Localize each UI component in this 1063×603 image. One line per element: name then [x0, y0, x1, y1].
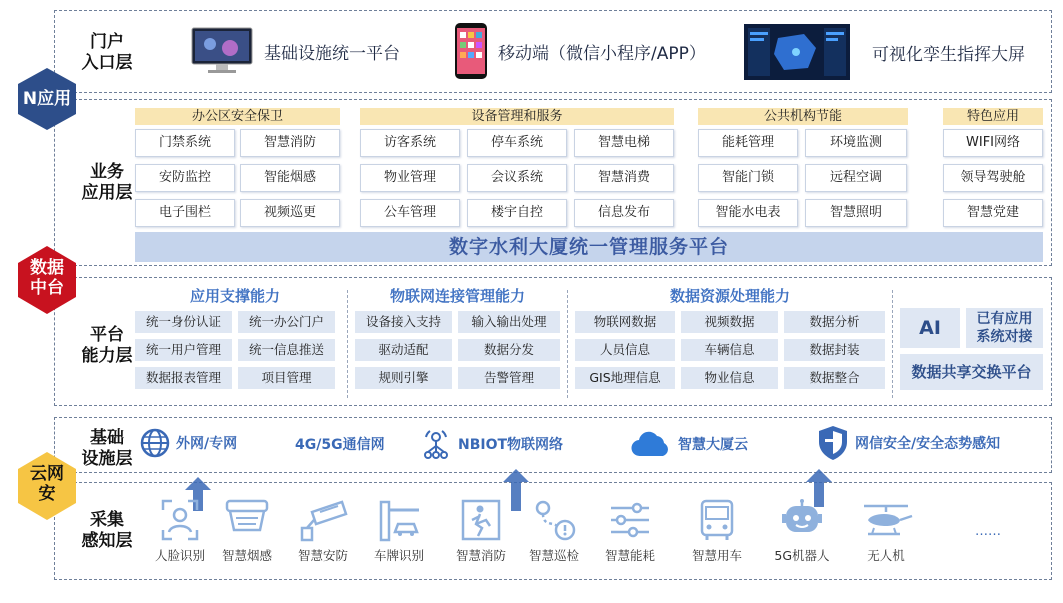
biz-item[interactable]: 领导驾驶舱 — [943, 164, 1043, 192]
infra-item-label: NBIOT物联网络 — [458, 437, 564, 453]
biz-item[interactable]: 停车系统 — [467, 129, 567, 157]
platform-item[interactable]: 驱动适配 — [355, 339, 452, 361]
license-plate-icon — [375, 498, 423, 542]
biz-item[interactable]: 智慧党建 — [943, 199, 1043, 227]
platform-group-title: 应用支撑能力 — [189, 287, 280, 305]
sensing-item[interactable] — [288, 498, 358, 564]
platform-item[interactable]: 数据分析 — [784, 311, 885, 333]
dashboard-screen-icon — [744, 24, 850, 80]
patrol-route-icon — [531, 498, 577, 542]
platform-item[interactable]: 数据封装 — [784, 339, 885, 361]
portal-item-label: 基础设施统一平台 — [264, 43, 400, 64]
platform-divider — [892, 290, 893, 398]
sliders-icon — [607, 498, 653, 542]
n-app-hex-badge: N应用 — [14, 66, 80, 132]
shield-icon — [817, 425, 849, 461]
infra-item-cloud[interactable] — [630, 430, 748, 458]
portal-item-label: 移动端（微信小程序/APP） — [498, 43, 706, 64]
bus-icon — [697, 498, 737, 542]
biz-item[interactable]: 智能水电表 — [698, 199, 798, 227]
platform-item[interactable]: 数据分发 — [458, 339, 560, 361]
biz-item[interactable]: 安防监控 — [135, 164, 235, 192]
platform-item[interactable]: 统一身份认证 — [135, 311, 232, 333]
biz-item[interactable]: 访客系统 — [360, 129, 460, 157]
platform-item[interactable]: 视频数据 — [681, 311, 778, 333]
biz-item[interactable]: 智能烟感 — [240, 164, 340, 192]
sensing-item-label: 智慧用车 — [691, 548, 742, 563]
smoke-detector-icon — [224, 498, 270, 542]
platform-item[interactable]: 人员信息 — [575, 339, 675, 361]
biz-group-header-energy: 公共机构节能 — [698, 108, 908, 125]
platform-group-title: 物联网连接管理能力 — [389, 287, 525, 305]
platform-item[interactable]: 统一办公门户 — [238, 311, 335, 333]
data-center-hex-badge: 数据中台 — [14, 244, 80, 316]
biz-item[interactable]: 门禁系统 — [135, 129, 235, 157]
biz-item[interactable]: WIFI网络 — [943, 129, 1043, 157]
biz-item[interactable]: 会议系统 — [467, 164, 567, 192]
biz-item[interactable]: 智慧消费 — [574, 164, 674, 192]
platform-item[interactable]: 车辆信息 — [681, 339, 778, 361]
biz-group-header-security: 办公区安全保卫 — [135, 108, 340, 125]
platform-item[interactable]: 数据整合 — [784, 367, 885, 389]
sensing-item-label: 智慧能耗 — [604, 548, 655, 563]
sensing-item[interactable] — [364, 498, 434, 564]
face-id-icon — [160, 498, 200, 542]
platform-item[interactable]: 数据报表管理 — [135, 367, 232, 389]
infra-item-nbiot[interactable] — [420, 428, 563, 460]
ai-box[interactable]: AI — [900, 308, 960, 348]
sensing-item-label: 智慧消防 — [455, 548, 506, 563]
biz-item[interactable]: 远程空调 — [805, 164, 907, 192]
business-layer-label: 业务 应用层 — [81, 162, 133, 203]
existing-systems-box[interactable]: 已有应用 系统对接 — [966, 308, 1043, 348]
data-share-platform-box[interactable]: 数据共享交换平台 — [900, 354, 1043, 390]
portal-item-mobile[interactable] — [454, 22, 706, 80]
platform-divider — [567, 290, 568, 398]
platform-item[interactable]: 设备接入支持 — [355, 311, 452, 333]
sensing-item[interactable] — [595, 498, 665, 564]
biz-item[interactable]: 智慧电梯 — [574, 129, 674, 157]
platform-item[interactable]: 规则引擎 — [355, 367, 452, 389]
portal-item-label: 可视化孪生指挥大屏 — [872, 44, 1025, 65]
biz-item[interactable]: 环境监测 — [805, 129, 907, 157]
infra-item-label: 网信安全/安全态势感知 — [855, 436, 1001, 452]
portal-layer-label: 门户 入口层 — [81, 32, 133, 73]
sensing-item[interactable] — [212, 498, 282, 564]
infra-item-4g5g[interactable] — [295, 434, 385, 454]
infra-item-label: 4G/5G通信网 — [295, 437, 385, 453]
platform-item[interactable]: 项目管理 — [238, 367, 335, 389]
platform-divider — [347, 290, 348, 398]
cloud-icon — [630, 430, 672, 458]
phone-icon — [454, 22, 488, 80]
sensing-item-label: 5G机器人 — [774, 548, 830, 563]
platform-item[interactable]: 输入输出处理 — [458, 311, 560, 333]
platform-layer-label: 平台 能力层 — [81, 325, 133, 366]
biz-group-header-featured: 特色应用 — [943, 108, 1043, 125]
sensing-item[interactable] — [150, 498, 210, 564]
robot-icon — [780, 498, 824, 542]
sensing-item-label: 无人机 — [867, 548, 905, 563]
platform-item[interactable]: 统一信息推送 — [238, 339, 335, 361]
sensing-item-label: 人脸识别 — [154, 548, 205, 563]
platform-item[interactable]: 统一用户管理 — [135, 339, 232, 361]
sensing-item-label: 智慧烟感 — [221, 548, 272, 563]
platform-item[interactable]: 物联网数据 — [575, 311, 675, 333]
sensing-item[interactable] — [764, 498, 840, 564]
infra-item-network[interactable] — [140, 428, 237, 458]
biz-item[interactable]: 信息发布 — [574, 199, 674, 227]
biz-item[interactable]: 视频巡更 — [240, 199, 340, 227]
platform-item[interactable]: 物业信息 — [681, 367, 778, 389]
platform-group-title: 数据资源处理能力 — [669, 287, 790, 305]
sensing-item[interactable] — [446, 498, 516, 564]
infra-item-security[interactable] — [817, 425, 1000, 461]
platform-item[interactable]: 告警管理 — [458, 367, 560, 389]
iot-network-icon — [420, 428, 452, 460]
globe-icon — [140, 428, 170, 458]
unified-platform-band: 数字水利大厦统一管理服务平台 — [135, 232, 1043, 262]
biz-item[interactable]: 智慧消防 — [240, 129, 340, 157]
platform-item[interactable]: GIS地理信息 — [575, 367, 675, 389]
helicopter-drone-icon — [858, 498, 914, 542]
infra-item-label: 外网/专网 — [176, 436, 238, 452]
cloud-net-hex-badge: 云网安 — [14, 450, 80, 522]
sensing-item[interactable] — [682, 498, 752, 564]
sensing-layer-label: 采集 感知层 — [81, 510, 133, 551]
sensing-item[interactable] — [519, 498, 589, 564]
sensing-item[interactable] — [848, 498, 924, 564]
infra-item-label: 智慧大厦云 — [678, 437, 748, 453]
biz-item[interactable]: 物业管理 — [360, 164, 460, 192]
fire-exit-icon — [460, 498, 502, 542]
infra-layer-label: 基础 设施层 — [81, 428, 133, 469]
biz-item[interactable]: 能耗管理 — [698, 129, 798, 157]
sensing-item-label: 智慧巡检 — [528, 548, 579, 563]
portal-item-infra-platform[interactable] — [190, 26, 400, 76]
sensing-item-label: 智慧安防 — [297, 548, 348, 563]
cctv-camera-icon — [298, 498, 348, 542]
desktop-icon — [190, 26, 254, 76]
biz-item[interactable]: 智能门锁 — [698, 164, 798, 192]
biz-group-header-device: 设备管理和服务 — [360, 108, 674, 125]
biz-item[interactable]: 电子围栏 — [135, 199, 235, 227]
portal-item-big-screen[interactable] — [744, 24, 1025, 80]
biz-item[interactable]: 楼宇自控 — [467, 199, 567, 227]
biz-item[interactable]: 智慧照明 — [805, 199, 907, 227]
sensing-item-label: 车牌识别 — [373, 548, 424, 563]
sensing-more-ellipsis: …… — [975, 524, 1001, 539]
biz-item[interactable]: 公车管理 — [360, 199, 460, 227]
